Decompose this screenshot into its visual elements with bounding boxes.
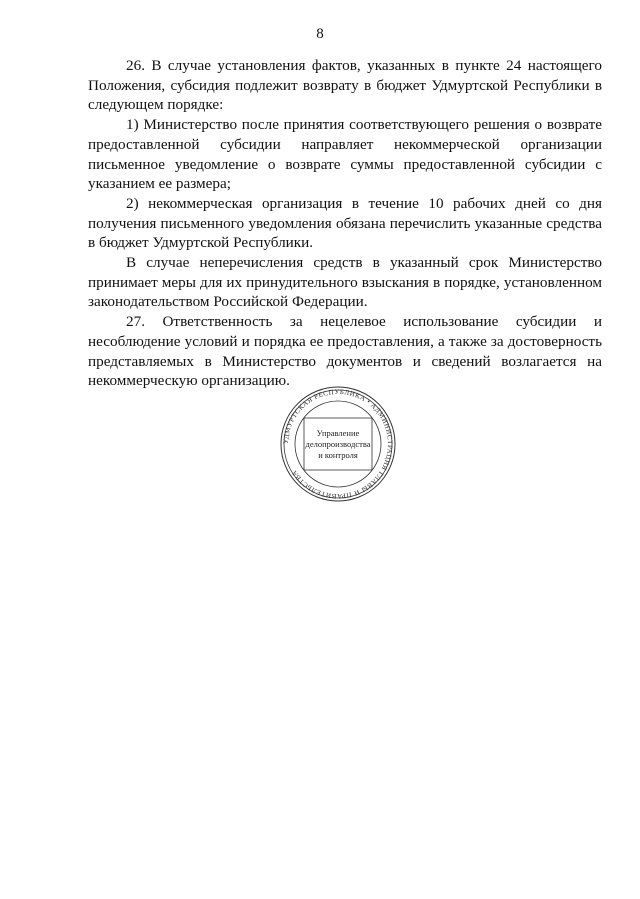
- stamp-inner-line-1: Управление: [316, 428, 360, 438]
- paragraph-26-enforcement: В случае неперечисления средств в указанный срок Министерство принимает меры для их принудительного взыскания в порядке, установленном законодательством Российской Федерации.: [88, 254, 602, 311]
- paragraph-26: 26. В случае установления фактов, указанных в пункте 24 настоящего Положения, субсидия подлежит возврату в бюджет Удмуртской Республики в следующем порядке:: [88, 57, 602, 114]
- paragraph-27: 27. Ответственность за нецелевое использование субсидии и несоблюдение условий и порядка ее предоставления, а также за достоверность представляемых в Министерство документов и сведений возлагается на некоммерческую организацию.: [88, 313, 602, 390]
- paragraph-26-item-2: 2) некоммерческая организация в течение 10 рабочих дней со дня получения письменного уведомления обязана перечислить указанные средства в бюджет Удмуртской Республики.: [88, 194, 602, 252]
- stamp-outer-ring-text: УДМУРТСКАЯ РЕСПУБЛИКА • АДМИНИСТРАЦИЯ ГЛАВЫ И ПРАВИТЕЛЬСТВА: [281, 387, 395, 501]
- stamp-inner-line-3: и контроля: [318, 450, 358, 460]
- paragraph-26-item-1: 1) Министерство после принятия соответствующего решения о возврате предоставленной субсидии направляет некоммерческой организации письменное уведомление о возврате суммы предоставленной субсидии с указанием ее размера;: [88, 116, 602, 193]
- stamp-seal-icon: [271, 385, 405, 503]
- stamp-inner-line-2: делопроизводства: [305, 439, 371, 449]
- page-number: 8: [316, 26, 324, 42]
- official-stamp: [271, 385, 405, 503]
- document-body: [88, 56, 602, 391]
